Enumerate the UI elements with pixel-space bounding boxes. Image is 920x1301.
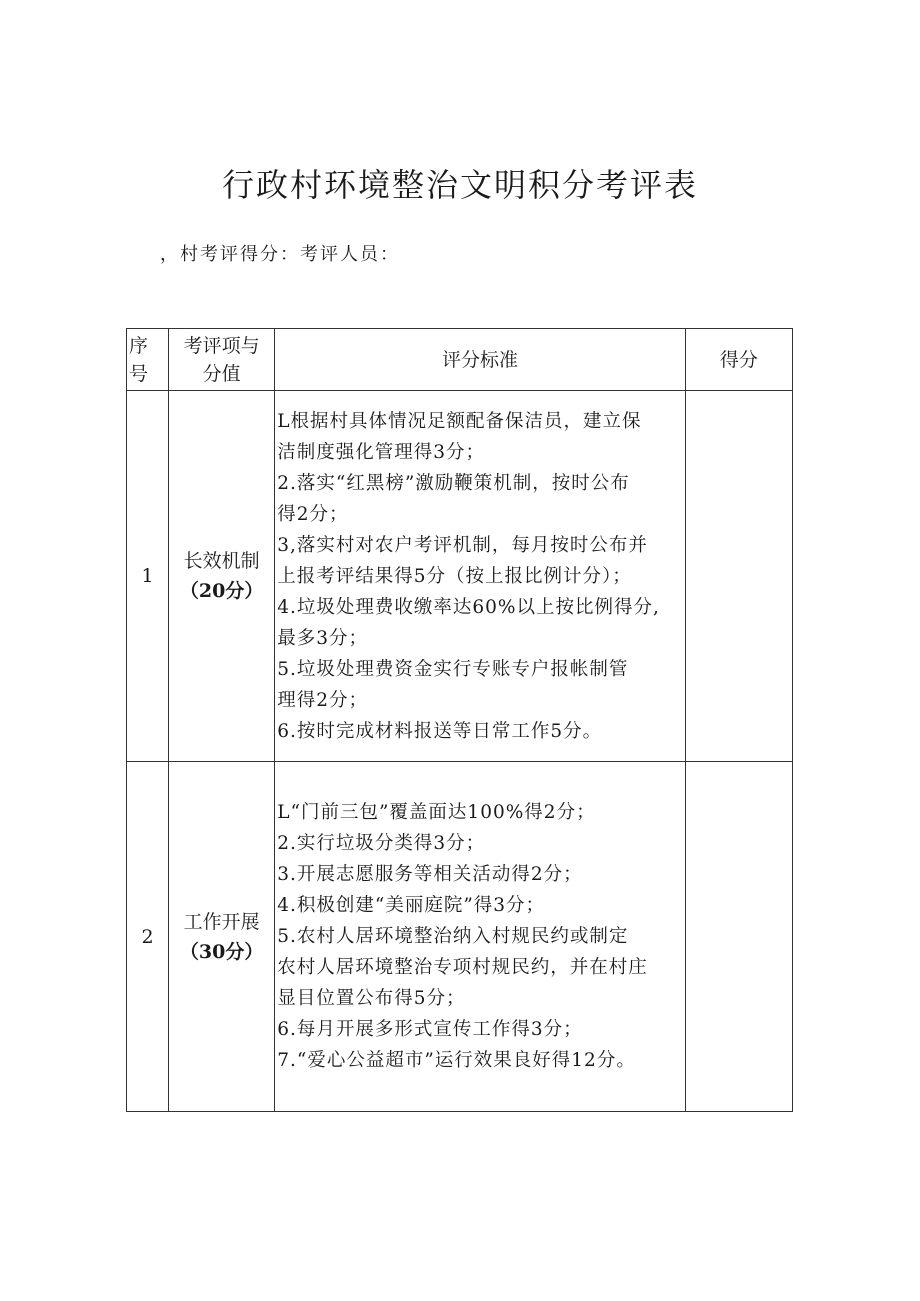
header-serial-number: 序 号 [127, 329, 169, 391]
row-item-points: （20分） [179, 580, 264, 602]
row-item-points: （30分） [179, 940, 264, 963]
criteria-item: 4.积极创建“美丽庭院”得3分； [277, 895, 546, 916]
header-scoring-criteria: 评分标准 [275, 329, 686, 391]
criteria-item: 5.农村人居环境整治纳入村规民约或制定 农村人居环境整治专项村规民约，并在村庄 显目位置公布得5分； [277, 926, 648, 1009]
criteria-item: L根据村具体情况足额配备保洁员，建立保 洁制度强化管理得3分； [277, 410, 642, 463]
table-row [127, 762, 793, 1112]
row-item-name: 工作开展 [183, 910, 260, 933]
evaluation-info-line: ，村考评得分：考评人员： [160, 244, 400, 265]
row-criteria-cell [275, 391, 686, 762]
criteria-item: 3.开展志愿服务等相关活动得2分； [277, 864, 583, 885]
criteria-item: 7.“爱心公益超市”运行效果良好得12分。 [277, 1050, 636, 1071]
criteria-item: L“门前三包”覆盖面达100%得2分； [277, 802, 596, 823]
row-item-name: 长效机制 [183, 550, 260, 572]
criteria-item: 6.按时完成材料报送等日常工作5分。 [277, 720, 603, 742]
criteria-item: 6.每月开展多形式宣传工作得3分； [277, 1019, 583, 1040]
header-item-and-points: 考评项与 分值 [169, 329, 275, 391]
row-item-cell [169, 391, 275, 762]
criteria-item: 2.实行垃圾分类得3分； [277, 833, 486, 854]
row-item-cell [169, 762, 275, 1112]
evaluation-table [126, 328, 793, 1112]
page-title: 行政村环境整治文明积分考评表 [221, 166, 698, 204]
criteria-item: 3,落实村对农户考评机制，每月按时公布并 上报考评结果得5分（按上报比例计分）； [277, 534, 648, 587]
criteria-item: 2.落实“红黑榜”激励鞭策机制，按时公布 得2分； [277, 472, 630, 525]
row-serial-number: 1 [127, 391, 169, 762]
row-score-cell[interactable] [685, 391, 792, 762]
row-criteria-cell [275, 762, 686, 1112]
row-score-cell[interactable] [685, 762, 792, 1112]
table-header-row [127, 329, 793, 391]
criteria-item: 5.垃圾处理费资金实行专账专户报帐制管 理得2分； [277, 658, 629, 711]
criteria-item: 4.垃圾处理费收缴率达60%以上按比例得分, 最多3分； [277, 596, 660, 649]
header-score: 得分 [685, 329, 792, 391]
table-row [127, 391, 793, 762]
row-serial-number: 2 [127, 762, 169, 1112]
